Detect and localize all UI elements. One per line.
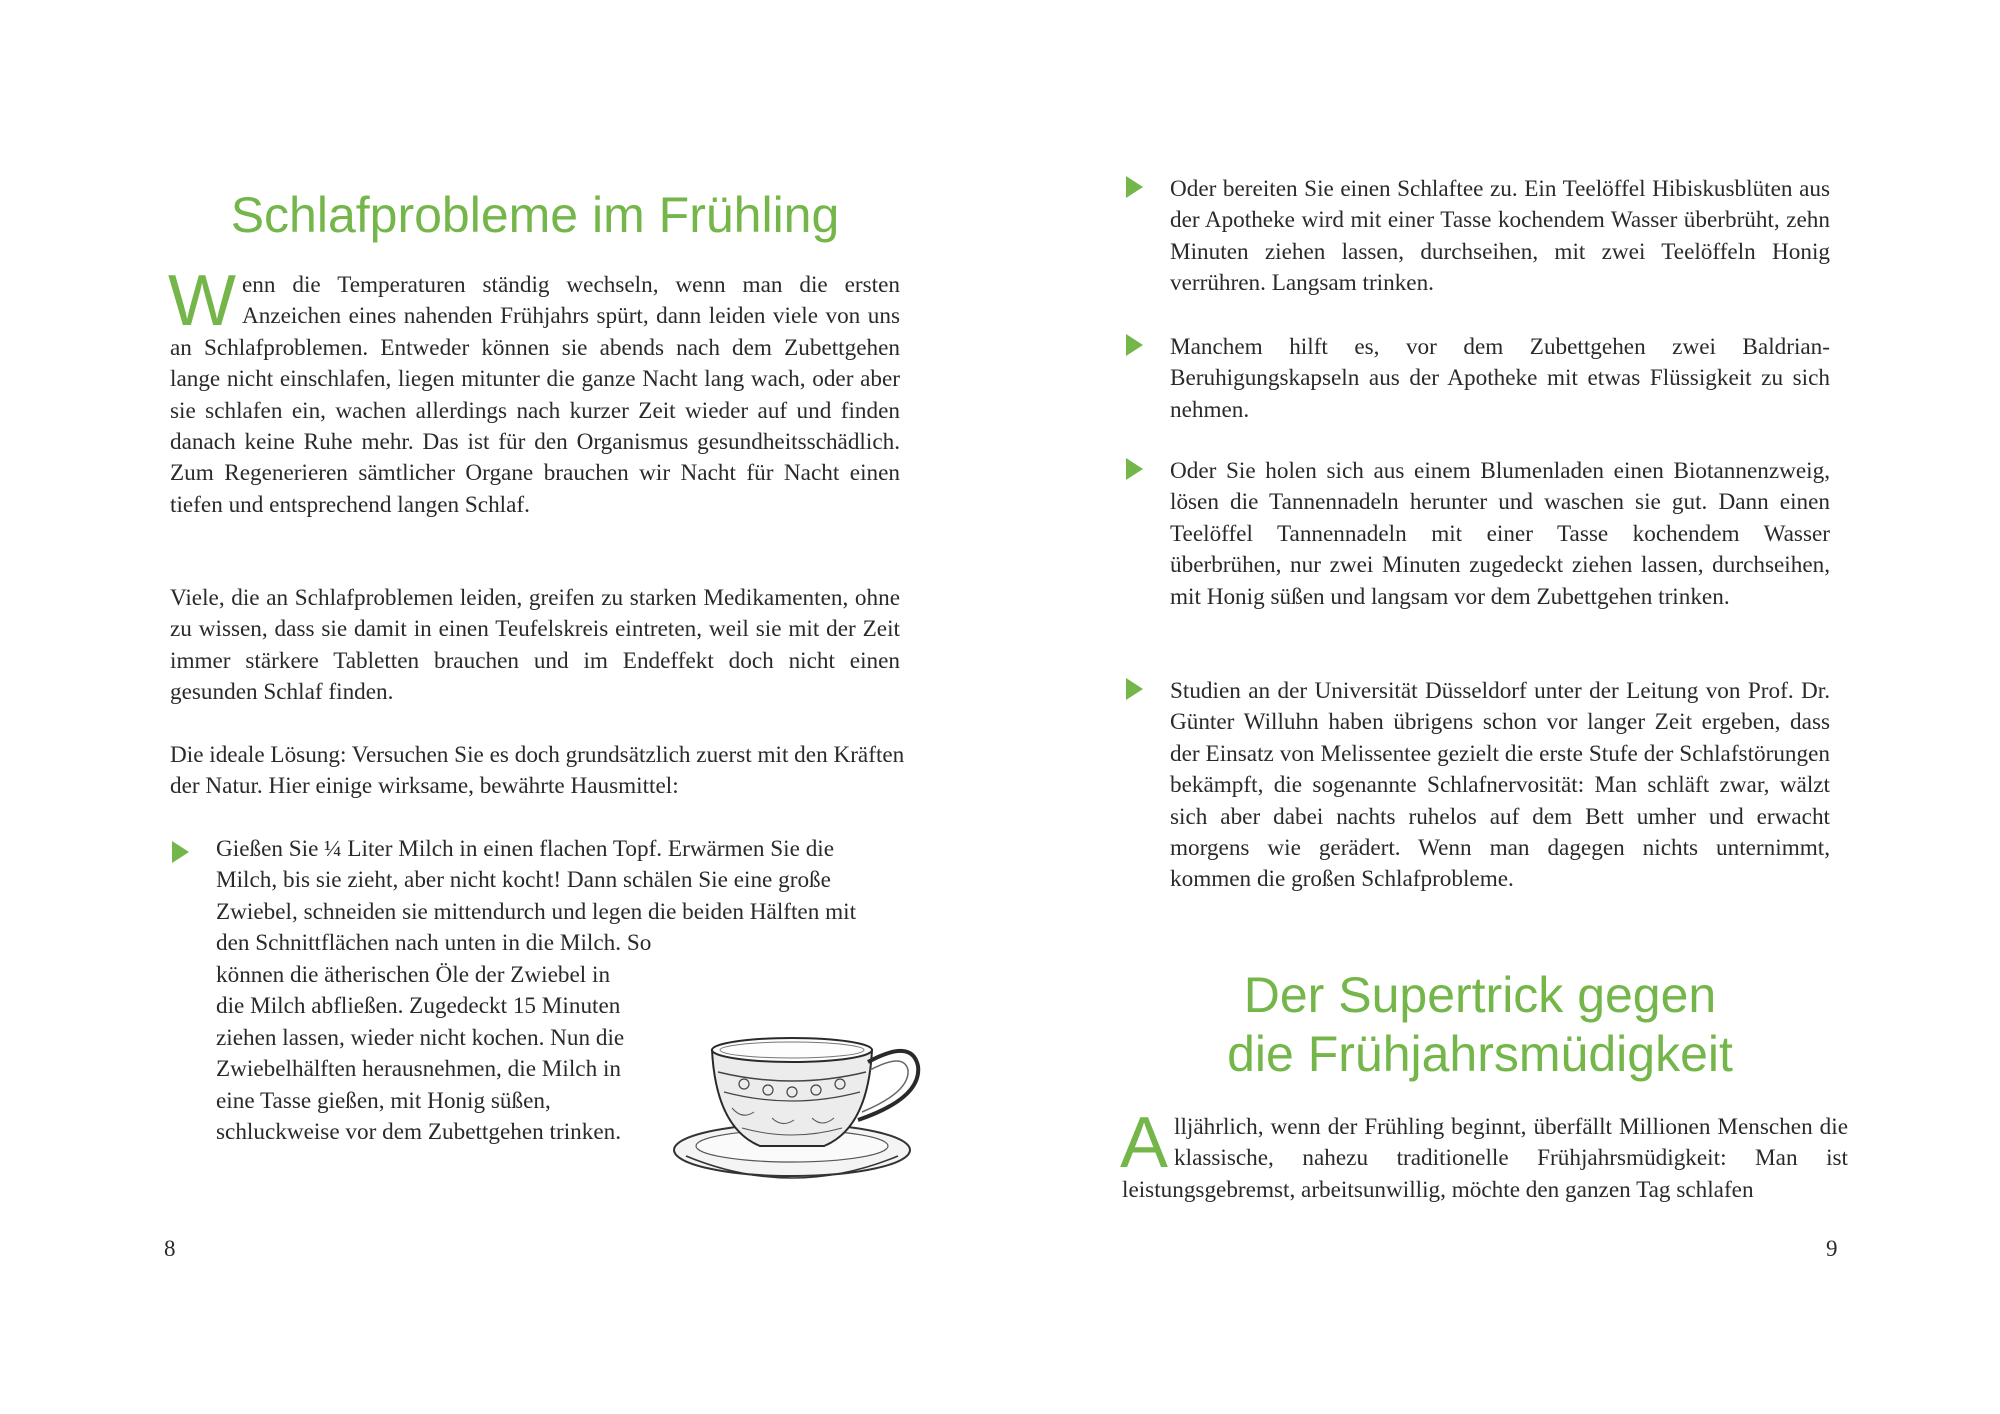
arrow-bullet-icon — [172, 841, 189, 863]
intro-text: enn die Temperaturen ständig wechseln, wenn man die ersten Anzeichen eines nahenden Frühjahrs spürt, dann leiden viele von uns an Schlafproblemen. Entweder können sie abends nach dem Zubettgehen lange nicht einschlafen, liegen mitunter die ganze Nacht lang wach, oder aber sie schlafen ein, wachen allerdings nach kurzer Zeit wieder auf und finden danach keine Ruhe mehr. Das ist für den Organismus gesundheitsschädlich. Zum Regenerieren sämtlicher Organe brauchen wir Nacht für Nacht einen tiefen und entsprechend langen Schlaf. — [170, 272, 900, 518]
remedy-milk-onion-text: Gießen Sie ¼ Liter Milch in einen flachen Topf. Erwärmen Sie die Milch, bis sie zieht, aber nicht kocht! Dann schälen Sie eine große Zwiebel, schneiden sie mittendurch und legen die beiden Hälften mit den Schnittflächen nach unten in die Milch. So — [216, 836, 857, 957]
spring-fatigue-text: lljährlich, wenn der Frühling beginnt, überfällt Millionen Menschen die klassische, nahezu traditionelle Frühjahrsmüdigkeit: Man ist leistungsgebremst, arbeitsunwillig, möchte den ganzen Tag schlafen — [1122, 1114, 1848, 1203]
remedy-valerian-text: Manchem hilft es, vor dem Zubettgehen zwei Baldrian-Beruhigungskapseln aus der Apotheke mit etwas Flüssigkeit zu sich nehmen. — [1170, 334, 1830, 423]
spring-fatigue-intro — [1120, 1103, 1848, 1206]
study-melissa-text: Studien an der Universität Düsseldorf unter der Leitung von Prof. Dr. Günter Willuhn haben übrigens schon vor langer Zeit ergeben, dass der Einsatz von Melissentee gezielt die erste Stufe der Schlafstörungen bekämpft, die sogenannte Schlafnervosität: Man schläft zwar, wälzt sich aber dabei nachts ruhelos auf dem Bett umher und erwacht morgens wie gerädert. Wenn man dagegen nichts unternimmt, kommen die großen Schlafprobleme. — [1170, 678, 1830, 893]
arrow-bullet-icon — [1126, 334, 1143, 356]
section-heading — [1120, 966, 1840, 1084]
intro-paragraph — [168, 261, 900, 521]
paragraph-medication: Viele, die an Schlafproblemen leiden, greifen zu starken Medikamenten, ohne zu wissen, dass sie damit in einen Teufelskreis eintreten, weil sie mit der Zeit immer stärkere Tabletten brauchen und im Endeffekt doch nicht einen gesunden Schlaf finden. — [170, 585, 900, 706]
page-title: Schlafprobleme im Frühling — [230, 187, 840, 243]
arrow-bullet-icon — [1126, 678, 1143, 700]
remedy-milk-onion-text-continued: können die ätherischen Öle der Zwiebel in die Milch abfließen. Zugedeckt 15 Minuten ziehen lassen, wieder nicht kochen. Nun die Zwiebelhälften herausnehmen, die Milch in eine Tasse gießen, mit Honig süßen, schluckweise vor dem Zubettgehen trinken. — [216, 962, 625, 1146]
drop-cap: A — [1120, 1103, 1169, 1183]
section-heading-line-2: die Frühjahrsmüdigkeit — [1227, 1026, 1733, 1082]
drop-cap: W — [168, 261, 236, 341]
arrow-bullet-icon — [1126, 176, 1143, 198]
paragraph-solution: Die ideale Lösung: Versuchen Sie es doch grundsätzlich zuerst mit den Kräften der Natur. Hier einige wirksame, bewährte Hausmittel: — [170, 742, 905, 800]
page-number: 8 — [164, 1236, 176, 1261]
right-page — [1000, 0, 2000, 1414]
remedy-tea-text: Oder bereiten Sie einen Schlaftee zu. Ein Teelöffel Hibiskusblüten aus der Apotheke wird mit einer Tasse kochendem Wasser überbrüht, zehn Minuten ziehen lassen, durchseihen, mit zwei Teelöffeln Honig verrühren. Langsam trinken. — [1170, 176, 1830, 297]
page-number: 9 — [1826, 1236, 1838, 1261]
arrow-bullet-icon — [1126, 458, 1143, 480]
teacup-illustration — [672, 1028, 932, 1188]
remedy-fir-needles-text: Oder Sie holen sich aus einem Blumenladen einen Biotannenzweig, lösen die Tannennadeln herunter und waschen sie gut. Dann einen Teelöffel Tannennadeln mit einer Tasse kochendem Wasser überbrühen, nur zwei Minuten zugedeckt ziehen lassen, durchseihen, mit Honig süßen und langsam vor dem Zubettgehen trinken. — [1170, 458, 1830, 610]
section-heading-line-1: Der Supertrick gegen — [1243, 967, 1717, 1023]
